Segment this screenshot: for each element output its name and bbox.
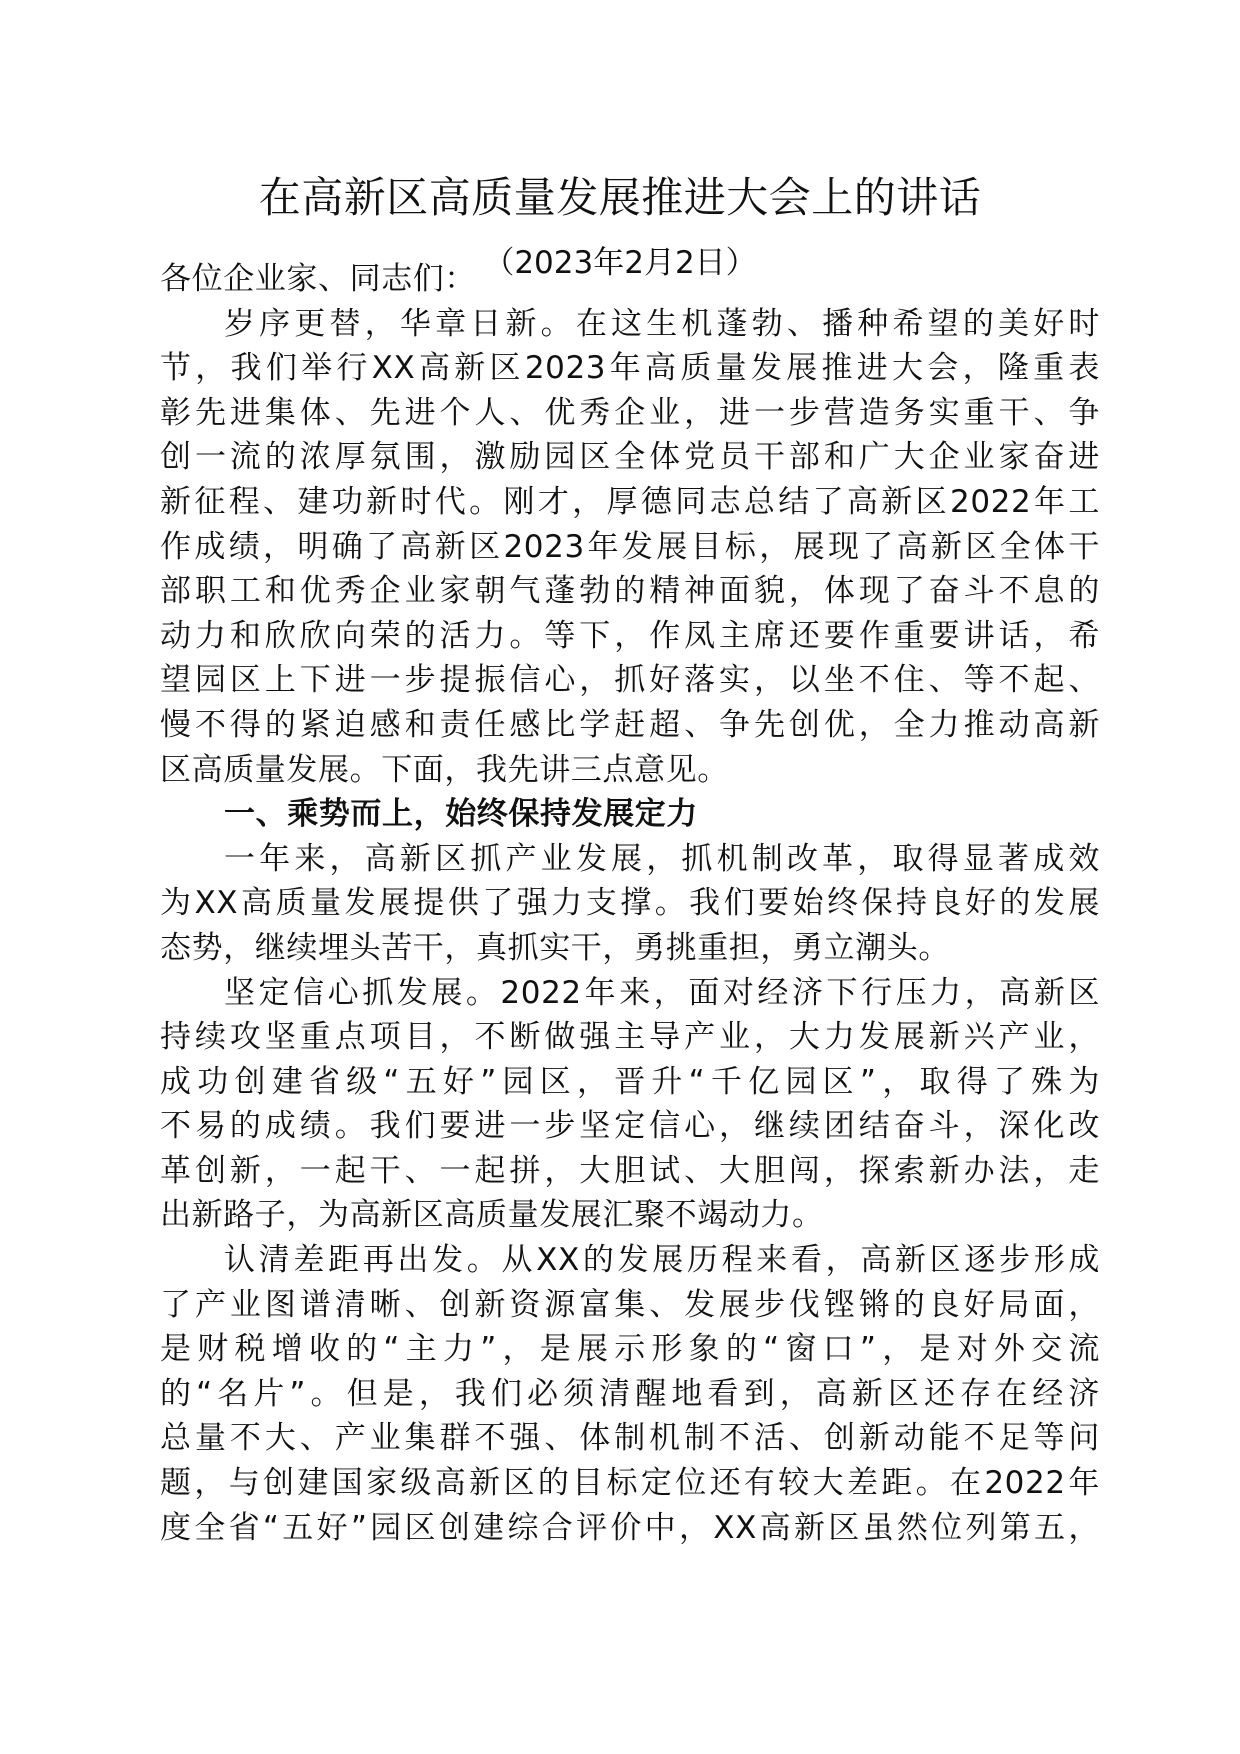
paragraph-line: 出新路子，为高新区高质量发展汇聚不竭动力。: [160, 1197, 824, 1234]
paragraph-line: 的“名片”。但是，我们必须清醒地看到，高新区还存在经济: [160, 1375, 1100, 1412]
paragraph-line: 度全省“五好”园区创建综合评价中，XX高新区虽然位列第五，: [160, 1509, 1100, 1546]
paragraph-line: 持续攻坚重点项目，不断做强主导产业，大力发展新兴产业，: [160, 1019, 1100, 1056]
paragraph-line: 认清差距再出发。从XX的发展历程来看，高新区逐步形成: [224, 1242, 1100, 1279]
paragraph-line: 望园区上下进一步提振信心，抓好落实，以坐不住、等不起、: [160, 662, 1100, 699]
paragraph-line: 彰先进集体、先进个人、优秀企业，进一步营造务实重干、争: [160, 394, 1100, 431]
paragraph-line: 一年来，高新区抓产业发展，抓机制改革，取得显著成效: [224, 840, 1100, 877]
paragraph-line: 坚定信心抓发展。2022年来，面对经济下行压力，高新区: [224, 974, 1100, 1011]
document-body: [160, 257, 1100, 1550]
paragraph-line: 创一流的浓厚氛围，激励园区全体党员干部和广大企业家奋进: [160, 439, 1100, 476]
paragraph-line: 题，与创建国家级高新区的目标定位还有较大差距。在2022年: [160, 1465, 1100, 1502]
paragraph-line: 作成绩，明确了高新区2023年发展目标，展现了高新区全体干: [160, 528, 1100, 565]
paragraph-line: 岁序更替，华章日新。在这生机蓬勃、播种希望的美好时: [224, 305, 1100, 342]
section-heading: 一、乘势而上，始终保持发展定力: [224, 796, 698, 833]
paragraph-line: 慢不得的紧迫感和责任感比学赶超、争先创优，全力推动高新: [160, 706, 1100, 743]
paragraph-line: 部职工和优秀企业家朝气蓬勃的精神面貌，体现了奋斗不息的: [160, 573, 1100, 610]
document-title: 在高新区高质量发展推进大会上的讲话: [258, 173, 982, 222]
salutation: 各位企业家、同志们：: [160, 261, 476, 297]
document-date: （2023年2月2日）: [483, 245, 757, 281]
paragraph-line: 了产业图谱清晰、创新资源富集、发展步伐铿锵的良好局面，: [160, 1286, 1100, 1323]
paragraph-line: 动力和欣欣向荣的活力。等下，作凤主席还要作重要讲话，希: [160, 617, 1100, 654]
paragraph-line: 不易的成绩。我们要进一步坚定信心，继续团结奋斗，深化改: [160, 1108, 1100, 1145]
paragraph-line: 革创新，一起干、一起拼，大胆试、大胆闯，探索新办法，走: [160, 1152, 1100, 1189]
paragraph-line: 成功创建省级“五好”园区，晋升“千亿园区”，取得了殊为: [160, 1063, 1100, 1100]
paragraph-line: 总量不大、产业集群不强、体制机制不活、创新动能不足等问: [160, 1420, 1100, 1457]
paragraph-line: 区高质量发展。下面，我先讲三点意见。: [160, 751, 729, 788]
paragraph-line: 是财税增收的“主力”，是展示形象的“窗口”，是对外交流: [160, 1331, 1100, 1368]
paragraph-line: 新征程、建功新时代。刚才，厚德同志总结了高新区2022年工: [160, 483, 1100, 520]
paragraph-line: 态势，继续埋头苦干，真抓实干，勇挑重担，勇立潮头。: [160, 929, 950, 966]
paragraph-line: 节，我们举行XX高新区2023年高质量发展推进大会，隆重表: [160, 350, 1100, 387]
paragraph-line: 为XX高质量发展提供了强力支撑。我们要始终保持良好的发展: [160, 885, 1100, 922]
